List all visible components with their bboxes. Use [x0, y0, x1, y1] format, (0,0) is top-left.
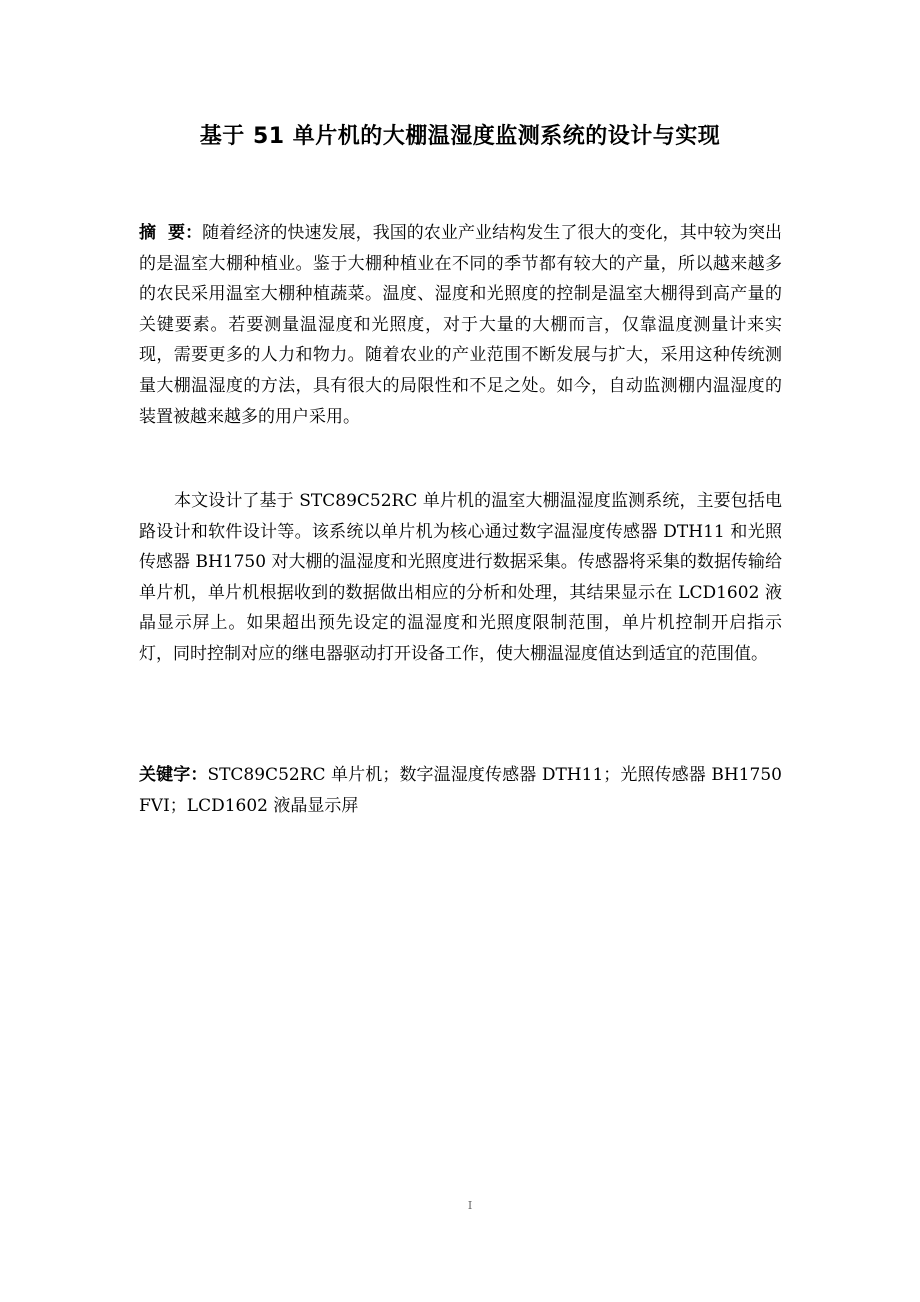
keywords-text: STC89C52RC 单片机；数字温湿度传感器 DTH11；光照传感器 BH1750 FVI；LCD1602 液晶显示屏 [139, 765, 782, 816]
body-paragraph: 本文设计了基于 STC89C52RC 单片机的温室大棚温湿度监测系统，主要包括电路设计和软件设计等。该系统以单片机为核心通过数字温湿度传感器 DTH11 和光照传感器 BH1750 对大棚的温湿度和光照度进行数据采集。传感器将采集的数据传输给单片机，单片机根据收到的数据做出相应的分析和处理，其结果显示在 LCD1602 液晶显示屏上。如果超出预先设定的温湿度和光照度限制范围，单片机控制开启指示灯，同时控制对应的继电器驱动打开设备工作，使大棚温湿度值达到适宜的范围值。 [139, 491, 782, 664]
keywords-paragraph [139, 760, 782, 821]
abstract-text: 随着经济的快速发展，我国的农业产业结构发生了很大的变化，其中较为突出的是温室大棚种植业。鉴于大棚种植业在不同的季节都有较大的产量，所以越来越多的农民采用温室大棚种植蔬菜。温度、湿度和光照度的控制是温室大棚得到高产量的关键要素。若要测量温湿度和光照度，对于大量的大棚而言，仅靠温度测量计来实现，需要更多的人力和物力。随着农业的产业范围不断发展与扩大，采用这种传统测量大棚温湿度的方法，具有很大的局限性和不足之处。如今，自动监测棚内温湿度的装置被越来越多的用户采用。 [139, 223, 782, 427]
abstract-paragraph [139, 218, 782, 432]
keywords-label: 关键字： [139, 765, 208, 785]
page-number: I [467, 1199, 473, 1212]
abstract-label: 摘 要： [139, 223, 203, 243]
document-title: 基于 51 单片机的大棚温湿度监测系统的设计与实现 [199, 124, 721, 149]
